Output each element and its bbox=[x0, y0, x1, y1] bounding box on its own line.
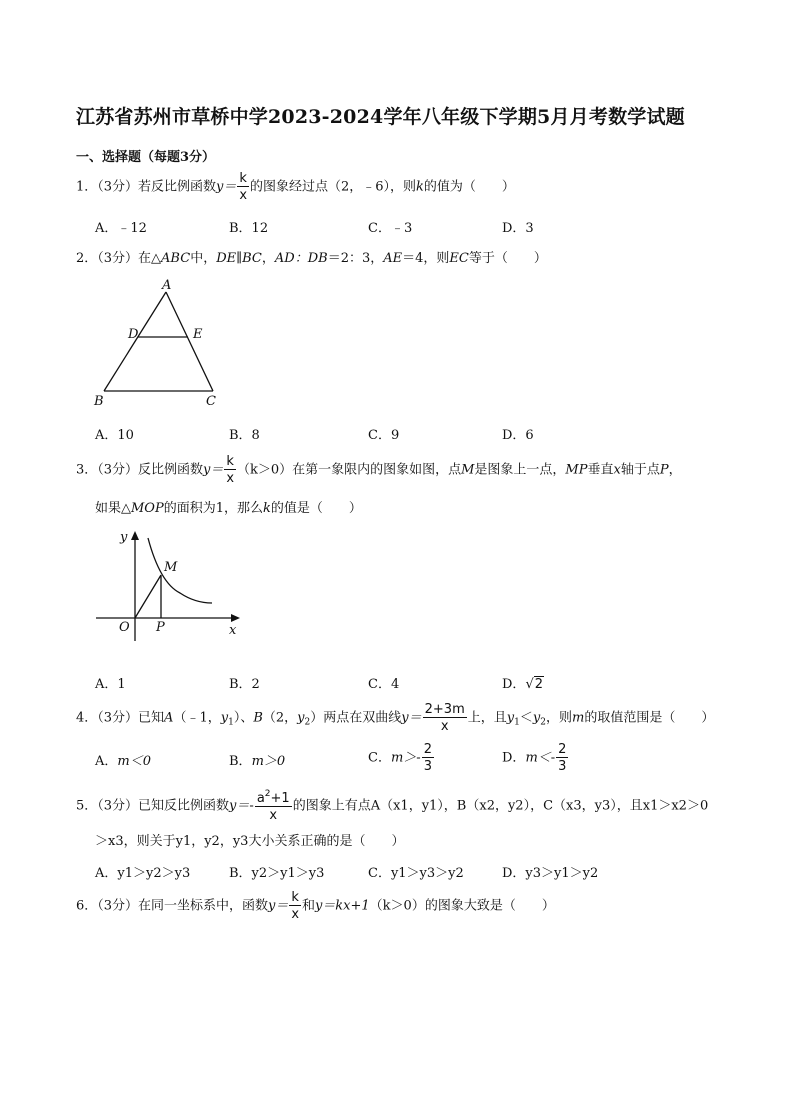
q2-option-d: D．6 bbox=[502, 428, 534, 443]
q1-option-d: D．3 bbox=[502, 221, 534, 236]
q4-mid: 上，且 bbox=[467, 710, 507, 726]
q4-a: A bbox=[164, 710, 174, 726]
q5-fraction bbox=[255, 790, 292, 822]
q4-y2: y bbox=[297, 710, 305, 726]
q1-prefix: 1．（3分）若反比例函数 bbox=[76, 179, 217, 195]
q3-k: k bbox=[263, 501, 271, 516]
q2-ad-db: AD：DB bbox=[274, 251, 328, 266]
q4-cmp-y2: y bbox=[532, 710, 541, 726]
q4-option-b bbox=[229, 750, 285, 769]
q4-y1: y bbox=[220, 710, 229, 726]
q5-frac-num bbox=[255, 790, 292, 807]
q4-option-c-num: 2 bbox=[423, 742, 432, 757]
question-3 bbox=[76, 455, 682, 485]
q3-p: P bbox=[659, 462, 669, 478]
q6-frac-num: k bbox=[291, 890, 299, 905]
q4-prefix: 4．（3分）已知 bbox=[76, 710, 165, 726]
page-title: 江苏省苏州市草桥中学2023-2024学年八年级下学期5月月考数学试题 bbox=[76, 106, 685, 128]
q4-pt-b: （2， bbox=[262, 710, 298, 726]
q1-y: y＝ bbox=[216, 179, 237, 195]
q3-option-a: A．1 bbox=[95, 677, 126, 692]
q4-cmp-y1-sub: 1 bbox=[514, 717, 520, 728]
q3-option-c: C．4 bbox=[368, 677, 400, 692]
question-6 bbox=[76, 891, 555, 921]
sqrt-icon: √ bbox=[525, 677, 534, 692]
q4-cmp-y1: y bbox=[506, 710, 515, 726]
q4-close-a: ）、 bbox=[233, 710, 254, 726]
label-y: y bbox=[120, 530, 128, 545]
q2-de-bc: DE∥BC bbox=[216, 251, 262, 266]
section-heading: 一、选择题（每题3分） bbox=[76, 150, 216, 165]
q4-then: ，则 bbox=[545, 710, 572, 726]
q1-frac-num: k bbox=[239, 171, 247, 186]
q1-frac-den: x bbox=[239, 188, 248, 203]
q4-option-b-expr: m＞0 bbox=[251, 754, 286, 769]
q3-end1: ， bbox=[668, 462, 682, 478]
q3-frac-den: x bbox=[226, 471, 235, 486]
q4-option-b-label: B． bbox=[229, 754, 252, 769]
q4-option-a bbox=[95, 750, 151, 769]
q3-option-d bbox=[502, 673, 544, 692]
q6-line: y＝kx+1 bbox=[314, 898, 370, 914]
q3-frac-num: k bbox=[226, 454, 234, 469]
question-4 bbox=[76, 703, 714, 733]
q5-sign: - bbox=[249, 798, 254, 814]
q5-num-a: a bbox=[256, 791, 265, 806]
q3-mp: MP bbox=[565, 462, 588, 478]
q3-option-d-label: D． bbox=[502, 677, 526, 692]
q4-option-c bbox=[368, 743, 435, 773]
q5-option-c: C．y1＞y3＞y2 bbox=[368, 866, 464, 881]
hyperbola-figure bbox=[90, 523, 250, 643]
question-2 bbox=[76, 247, 547, 266]
q3-cond: （k＞0）在第一象限内的图象如图，点 bbox=[236, 462, 462, 478]
q3-mid1: 是图象上一点， bbox=[474, 462, 566, 478]
q4-frac-den: x bbox=[440, 719, 449, 734]
q3-x: x bbox=[613, 462, 621, 478]
q2-mid1: 中， bbox=[190, 251, 217, 266]
q1-suffix-a: 的图象经过点（2，﹣6），则 bbox=[249, 179, 416, 195]
q3-mid3: 轴于点 bbox=[620, 462, 660, 478]
label-d: D bbox=[128, 327, 139, 342]
q1-option-c: C．﹣3 bbox=[368, 221, 413, 236]
q4-option-d-sign: - bbox=[550, 750, 556, 766]
question-5-line-2: ＞x3，则关于y1，y2，y3大小关系正确的是（ ） bbox=[95, 834, 405, 849]
label-a: A bbox=[162, 278, 172, 293]
label-o: O bbox=[119, 620, 130, 635]
q2-abc: ABC bbox=[161, 251, 191, 266]
q2-mid3: ＝2：3， bbox=[327, 251, 384, 266]
question-5 bbox=[76, 790, 708, 822]
label-e: E bbox=[193, 327, 203, 342]
q5-option-b: B．y2＞y1＞y3 bbox=[229, 866, 325, 881]
question-3-line-2 bbox=[95, 497, 362, 516]
q6-y-eq: y＝ bbox=[268, 898, 289, 914]
q4-option-c-expr: m＞ bbox=[390, 750, 417, 766]
q4-option-a-label: A． bbox=[95, 754, 118, 769]
segment-om bbox=[135, 575, 161, 618]
q4-option-c-den: 3 bbox=[423, 759, 432, 774]
label-c: C bbox=[206, 394, 216, 409]
label-m: M bbox=[164, 560, 178, 575]
q5-prefix: 5．（3分）已知反比例函数 bbox=[76, 798, 230, 814]
q4-cmp-y2-sub: 2 bbox=[540, 717, 546, 728]
hyperbola-curve bbox=[148, 538, 212, 603]
x-axis-arrow bbox=[231, 614, 240, 622]
q4-option-d-expr: m＜ bbox=[525, 750, 551, 766]
q4-suffix: 的取值范围是（ ） bbox=[584, 710, 715, 726]
triangle-side-ac bbox=[166, 292, 213, 391]
q4-option-d-den: 3 bbox=[558, 759, 567, 774]
sqrt-radicand: 2 bbox=[534, 677, 544, 692]
q4-y-eq: y＝ bbox=[401, 710, 422, 726]
q5-option-a: A．y1＞y2＞y3 bbox=[95, 866, 191, 881]
q2-option-b: B．8 bbox=[229, 428, 260, 443]
label-x: x bbox=[229, 623, 237, 638]
q3-mop: MOP bbox=[131, 501, 164, 516]
q2-ae: AE bbox=[383, 251, 403, 266]
q3-mid2: 垂直 bbox=[587, 462, 614, 478]
q4-m: m bbox=[571, 710, 585, 726]
q1-suffix-b: 的值为（ ） bbox=[423, 179, 515, 195]
q2-mid4: ＝4，则 bbox=[402, 251, 450, 266]
q5-mid1: 的图象上有点 bbox=[292, 798, 371, 814]
q1-option-a: A．﹣12 bbox=[95, 221, 147, 236]
q3-option-b: B．2 bbox=[229, 677, 260, 692]
q4-y2-sub: 2 bbox=[304, 717, 311, 728]
y-axis-arrow bbox=[131, 531, 139, 540]
q4-option-c-label: C． bbox=[368, 750, 391, 766]
q1-k: k bbox=[415, 179, 424, 195]
q4-b: B bbox=[253, 710, 263, 726]
q4-cmp: ＜ bbox=[519, 710, 533, 726]
q4-option-d-num: 2 bbox=[558, 742, 567, 757]
q2-mid2: ， bbox=[261, 251, 275, 266]
q3-line2-b: 的面积为1，那么 bbox=[163, 501, 263, 516]
q3-line2-c: 的值是（ ） bbox=[270, 501, 362, 516]
q4-frac-num: 2+3m bbox=[424, 702, 465, 717]
q5-frac-den: x bbox=[269, 808, 278, 823]
q3-prefix: 3．（3分）反比例函数 bbox=[76, 462, 204, 478]
q5-num-exp: 2 bbox=[264, 789, 271, 799]
q6-fraction bbox=[289, 891, 301, 921]
q4-y1-sub: 1 bbox=[228, 717, 234, 728]
question-1 bbox=[76, 172, 515, 202]
q6-mid: 和 bbox=[301, 898, 315, 914]
q3-line2-a: 如果△ bbox=[95, 501, 131, 516]
q4-option-c-sign: - bbox=[416, 750, 421, 766]
q5-rest1: A（x1，y1），B（x2，y2），C（x3，y3），且x1＞x2＞0 bbox=[370, 798, 709, 814]
q5-option-d: D．y3＞y1＞y2 bbox=[502, 866, 599, 881]
q6-prefix: 6．（3分）在同一坐标系中，函数 bbox=[76, 898, 269, 914]
q3-m: M bbox=[461, 462, 475, 478]
q4-option-d bbox=[502, 743, 569, 773]
q4-option-d-fraction bbox=[556, 743, 568, 773]
q5-y-eq: y＝ bbox=[229, 798, 250, 814]
q2-ec: EC bbox=[449, 251, 469, 266]
q2-prefix: 2．（3分）在△ bbox=[76, 251, 162, 266]
label-p: P bbox=[156, 620, 165, 635]
q2-option-a: A．10 bbox=[95, 428, 134, 443]
q2-option-c: C．9 bbox=[368, 428, 400, 443]
q4-fraction bbox=[423, 703, 467, 733]
q6-frac-den: x bbox=[291, 907, 300, 922]
q6-suffix: （k＞0）的图象大致是（ ） bbox=[369, 898, 555, 914]
label-b: B bbox=[94, 394, 104, 409]
q5-num-b: +1 bbox=[270, 791, 290, 806]
q1-fraction bbox=[237, 172, 249, 202]
q2-suffix: 等于（ ） bbox=[468, 251, 547, 266]
q4-pt-a: （﹣1， bbox=[173, 710, 221, 726]
q3-fraction bbox=[224, 455, 236, 485]
sqrt-expression bbox=[525, 676, 544, 692]
q3-y: y＝ bbox=[203, 462, 224, 478]
q4-option-d-label: D． bbox=[502, 750, 526, 766]
q4-close-b: ）两点在双曲线 bbox=[310, 710, 402, 726]
q4-option-a-expr: m＜0 bbox=[117, 754, 151, 769]
triangle-figure bbox=[85, 272, 235, 412]
q4-option-c-fraction bbox=[422, 743, 434, 773]
q1-option-b: B．12 bbox=[229, 221, 269, 236]
